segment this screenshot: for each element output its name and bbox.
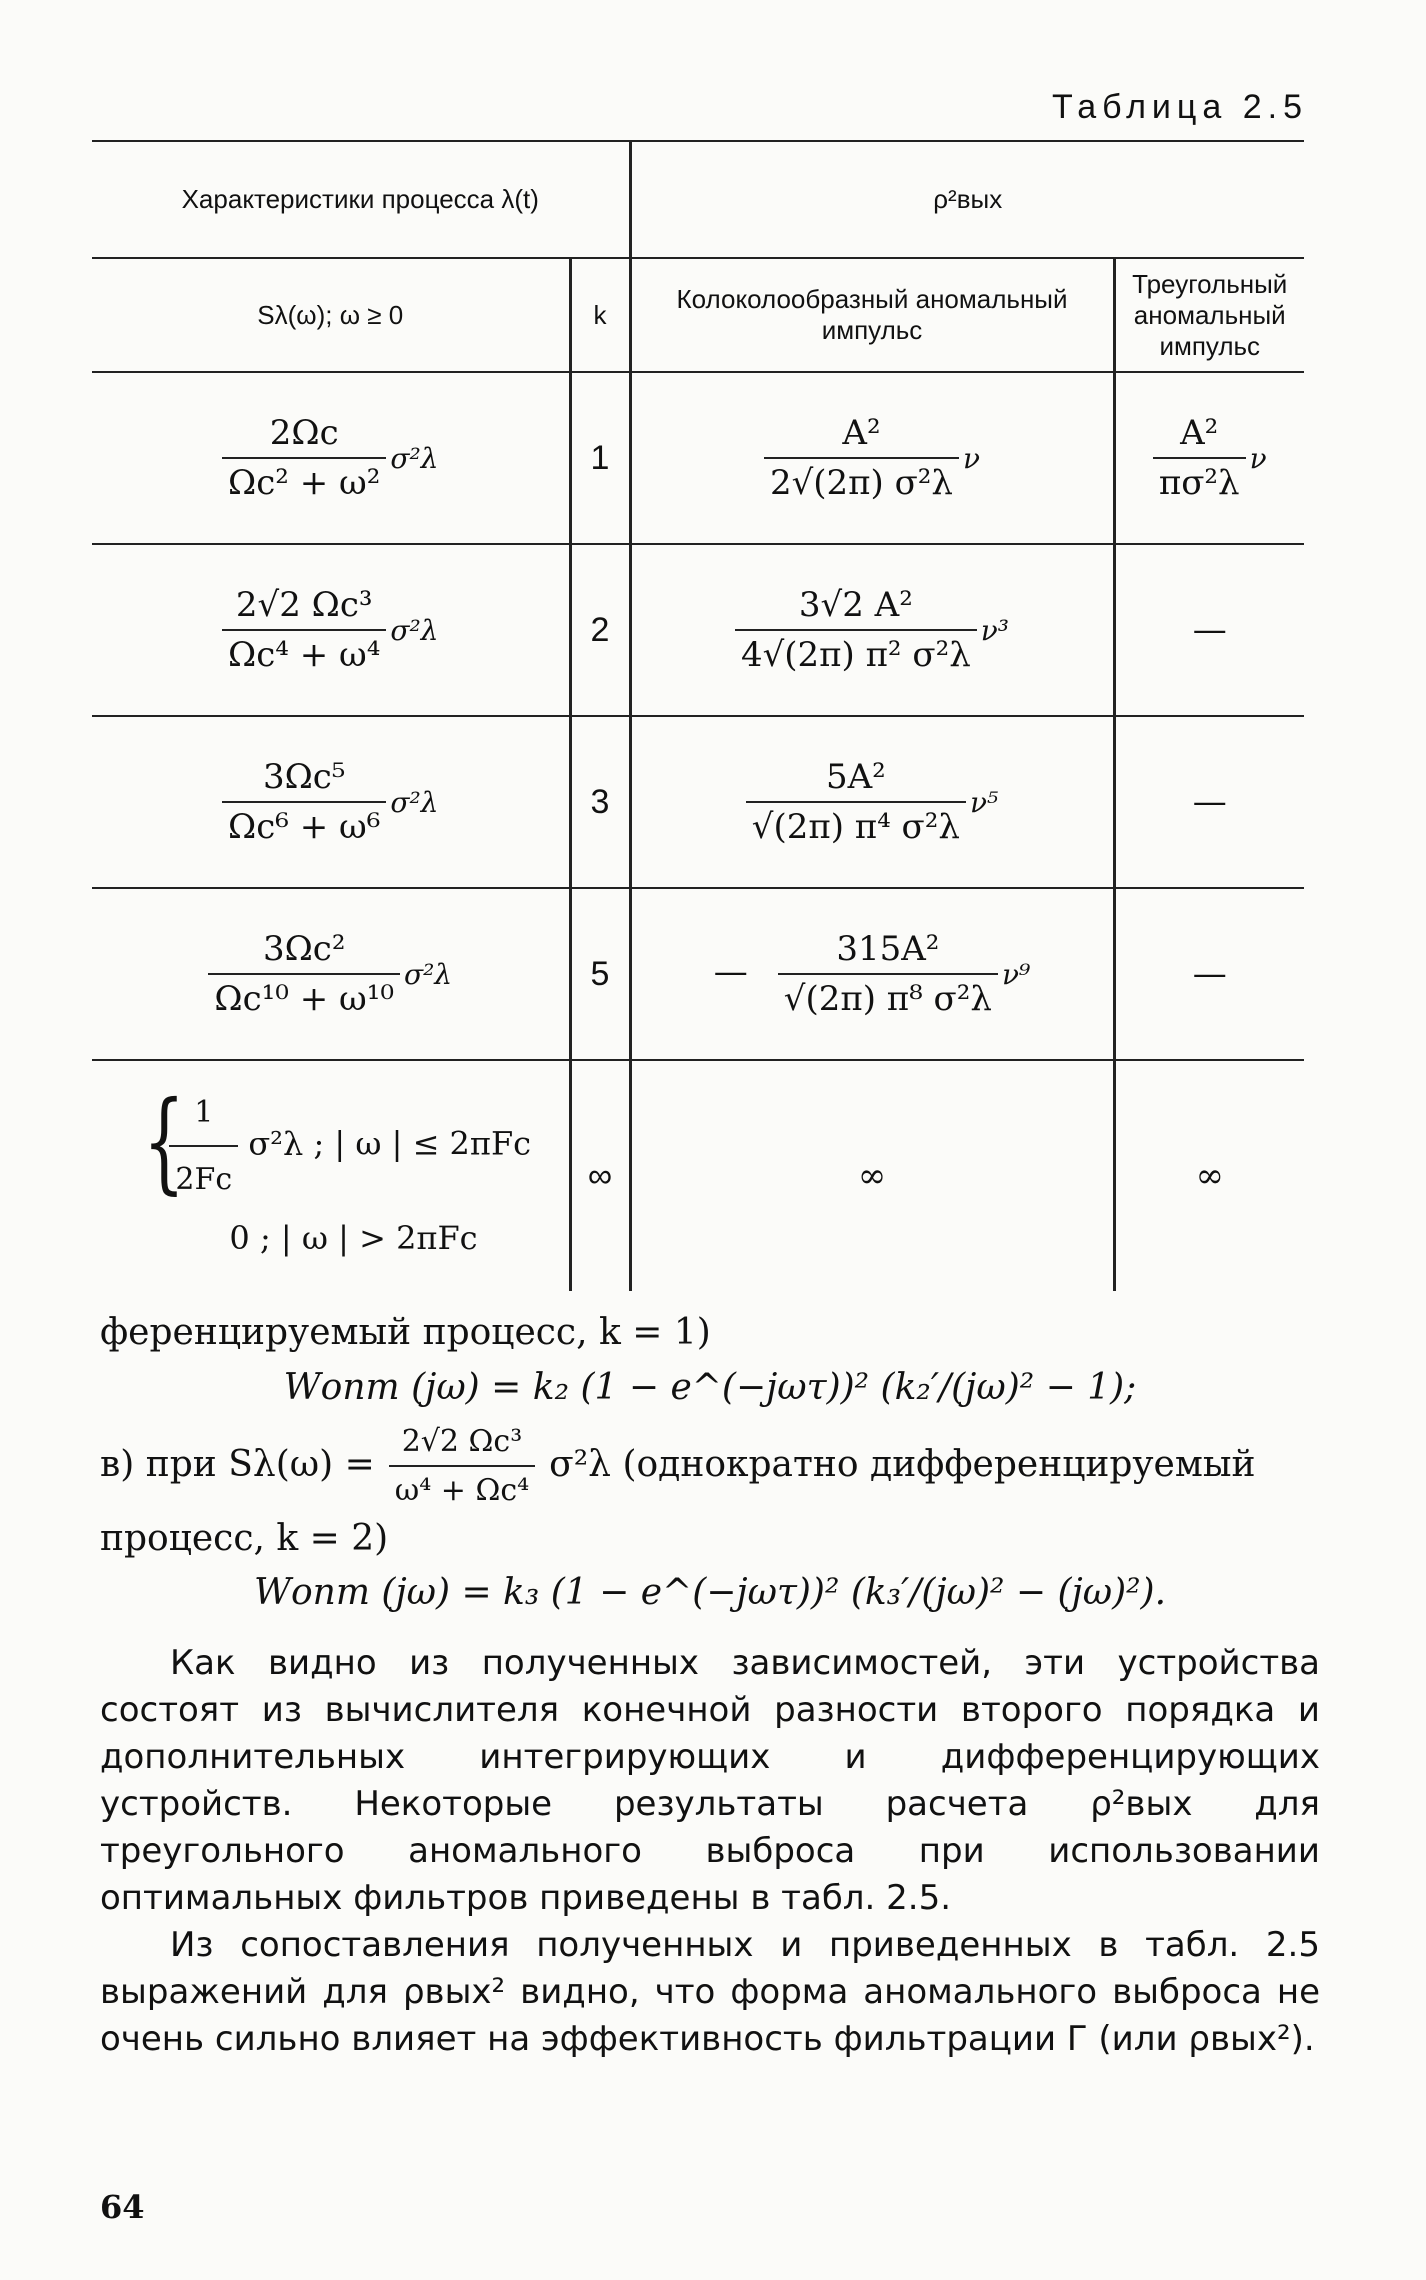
text-line: ференцируемый процесс, k = 1): [100, 1312, 711, 1353]
k-cell: ∞: [570, 1060, 630, 1291]
text-line: процесс, k = 2): [100, 1517, 389, 1559]
table-caption: Таблица 2.5: [1051, 88, 1308, 126]
equation-w-opt-1: Wопт (jω) = k₂ (1 − e^(−jωτ))² (k₂′/(jω)² − 1);: [283, 1366, 1137, 1408]
table-row: [92, 888, 1304, 1060]
header-k: k: [570, 258, 630, 372]
k-cell: 2: [570, 544, 630, 716]
spectral-density-cell: $\frac{\text{2√2 Ωc³}}{\text{Ωc⁴ + ω⁴}}$ σ²λ: [92, 544, 570, 716]
header-spectral-density: Sλ(ω); ω ≥ 0: [92, 258, 570, 372]
page-number: 64: [100, 2188, 145, 2226]
case-v-line: в) при Sλ(ω) = $\frac{\text{2√2 Ωc³}}{\text{ω⁴ + Ωc⁴}}$ σ²λ (однократно дифференцируемый: [100, 1423, 1256, 1508]
paragraph-conclusion-2: Из сопоставления полученных и приведенных в табл. 2.5 выражений для ρвых² видно, что форма аномального выброса не очень сильно влияет на эффективность фильтрации Г (или ρвых²).: [100, 1925, 1320, 2059]
table-row: [92, 544, 1304, 716]
triangular-cell: ∞: [1195, 1156, 1224, 1196]
table-row: [92, 716, 1304, 888]
triangular-cell-empty: —: [1114, 544, 1304, 716]
k-cell: 5: [570, 888, 630, 1060]
spectral-fraction: $\frac{2\Omega c}{\text{Ωc² + ω²}}$: [222, 413, 386, 503]
bell-cell: ∞: [630, 1060, 1114, 1291]
spectral-density-cell: $\frac{\text{3Ωc⁵}}{\text{Ωc⁶ + ω⁶}}$ σ²λ: [92, 716, 570, 888]
formula-block: [100, 1310, 1320, 1617]
triangular-cell: $\frac{\text{A²}}{\text{πσ²λ}}$ ν: [1114, 372, 1304, 544]
left-brace-icon: {: [143, 1076, 186, 1205]
bell-cell: — $\frac{\text{315A²}}{\text{√(2π) π⁸ σ²λ}}$ ν⁹: [630, 888, 1114, 1060]
paragraph-conclusion-1: Как видно из полученных зависимостей, эти устройства состоят из вычислителя конечной разности второго порядка и дополнительных интегрирующих и дифференцирующих устройств. Некоторые результаты расчета ρ²вых для треугольного аномального выброса при использовании оптимальных фильтров приведены в табл. 2.5.: [100, 1643, 1320, 1918]
bell-cell: $\frac{\text{3√2 A²}}{\text{4√(2π) π² σ²λ}}$ ν³: [630, 544, 1114, 716]
piecewise-definition: { $\frac{1}{2Fc}$ σ²λ ; | ω | ≤ 2πFc 0 ; | ω | > 2πFc: [143, 1076, 532, 1257]
k-cell: 3: [570, 716, 630, 888]
header-rho-out: ρ²вых: [630, 141, 1304, 258]
bell-cell: $\frac{\text{5A²}}{\text{√(2π) π⁴ σ²λ}}$ ν⁵: [630, 716, 1114, 888]
k-cell: 1: [570, 372, 630, 544]
table-row: [92, 372, 1304, 544]
spectral-density-cell-piecewise: [92, 1060, 570, 1291]
spectral-density-cell: $\frac{\text{3Ωc²}}{\text{Ωc¹⁰ + ω¹⁰}}$ σ²λ: [92, 888, 570, 1060]
header-triangular-impulse: Треугольный аномальный импульс: [1114, 258, 1304, 372]
table-row: [92, 1060, 1304, 1291]
header-process-characteristics: Характеристики процесса λ(t): [92, 141, 630, 258]
triangular-cell-empty: —: [1114, 716, 1304, 888]
triangular-cell-empty: —: [1114, 888, 1304, 1060]
table-2-5: [92, 140, 1304, 1291]
header-bell-impulse: Колоколообразный аномальный импульс: [630, 258, 1114, 372]
spectral-density-cell: $\frac{2\Omega c}{\text{Ωc² + ω²}}$ σ²λ: [92, 372, 570, 544]
bell-cell: $\frac{\text{A²}}{\text{2√(2π) σ²λ}}$ ν: [630, 372, 1114, 544]
equation-w-opt-2: Wопт (jω) = k₃ (1 − e^(−jωτ))² (k₃′/(jω)² − (jω)²).: [253, 1572, 1167, 1614]
